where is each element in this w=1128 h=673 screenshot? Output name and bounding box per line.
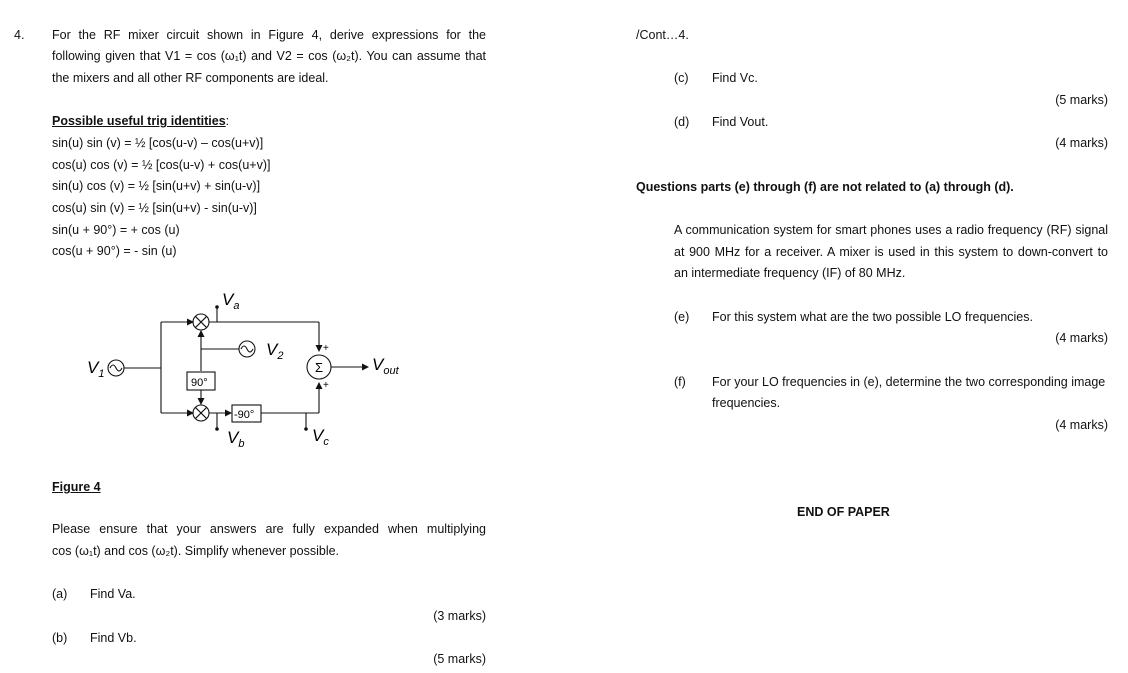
v2-label: $V_2$ — [266, 340, 284, 362]
v2-sine-icon — [241, 346, 253, 352]
part-a-marks: (3 marks) — [433, 609, 486, 623]
trig-heading — [52, 114, 229, 128]
summer-plus-top: + — [323, 343, 329, 354]
part-d-label: (d) — [674, 115, 690, 129]
part-a-label: (a) — [52, 587, 68, 601]
v1-sine-icon — [110, 365, 122, 371]
part-e-text: For this system what are the two possible LO frequencies. — [712, 310, 1033, 324]
trig-heading-colon: : — [225, 114, 230, 128]
part-d-text: Find Vout. — [712, 115, 769, 129]
rf-mixer-circuit-diagram — [70, 285, 430, 455]
part-f-label: (f) — [674, 375, 686, 389]
intro-line-2: following given that V1 = cos (ω₁t) and V2 = cos (ω₂t). You can assume that — [52, 49, 486, 63]
trig-heading-text: Possible useful trig identities — [52, 114, 226, 128]
v1-label: $V_1$ — [87, 358, 105, 380]
intro-line-3: the mixers and all other RF components are ideal. — [52, 71, 329, 85]
end-of-paper: END OF PAPER — [797, 505, 890, 519]
sum-symbol: Σ — [314, 360, 324, 375]
phase-90-label: 90° — [191, 377, 208, 389]
part-c-label: (c) — [674, 71, 689, 85]
part-c-marks: (5 marks) — [1055, 93, 1108, 107]
instructions-line-1: Please ensure that your answers are fully expanded when multiplying — [52, 522, 486, 536]
continuation-marker: /Cont…4. — [636, 28, 689, 42]
identity-5: sin(u + 90°) = + cos (u) — [52, 223, 180, 237]
scenario-line-2: at 900 MHz for a receiver. A mixer is used in this system to down-convert to — [674, 245, 1108, 259]
vb-label: $V_b$ — [227, 428, 245, 450]
scenario-line-3: an intermediate frequency (IF) of 80 MHz. — [674, 266, 906, 280]
part-c-text: Find Vc. — [712, 71, 758, 85]
vout-label: $V_{out}$ — [372, 355, 399, 377]
identity-1: sin(u) sin (v) = ½ [cos(u-v) – cos(u+v)] — [52, 136, 264, 150]
identity-6: cos(u + 90°) = - sin (u) — [52, 244, 177, 258]
part-f-marks: (4 marks) — [1055, 418, 1108, 432]
part-f-text-line-2: frequencies. — [712, 396, 781, 410]
part-a-text: Find Va. — [90, 587, 136, 601]
identity-2: cos(u) cos (v) = ½ [cos(u-v) + cos(u+v)] — [52, 158, 271, 172]
figure-caption: Figure 4 — [52, 480, 101, 494]
identity-4: cos(u) sin (v) = ½ [sin(u+v) - sin(u-v)] — [52, 201, 257, 215]
section-note: Questions parts (e) through (f) are not related to (a) through (d). — [636, 180, 1014, 194]
part-d-marks: (4 marks) — [1055, 136, 1108, 150]
question-number: 4. — [14, 28, 25, 42]
vc-label: $V_c$ — [312, 426, 329, 448]
part-b-label: (b) — [52, 631, 68, 645]
scenario-line-1: A communication system for smart phones uses a radio frequency (RF) signal — [674, 223, 1108, 237]
part-b-text: Find Vb. — [90, 631, 137, 645]
part-f-text-line-1: For your LO frequencies in (e), determine the two corresponding image — [712, 375, 1106, 389]
intro-line-1: For the RF mixer circuit shown in Figure 4, derive expressions for the — [52, 28, 486, 42]
va-label: $V_a$ — [222, 290, 240, 312]
identity-3: sin(u) cos (v) = ½ [sin(u+v) + sin(u-v)] — [52, 179, 261, 193]
phase-minus90-label: -90° — [234, 409, 255, 421]
part-b-marks: (5 marks) — [433, 652, 486, 666]
instructions-line-2: cos (ω₁t) and cos (ω₂t). Simplify whenever possible. — [52, 544, 340, 558]
part-e-marks: (4 marks) — [1055, 331, 1108, 345]
summer-plus-bottom: + — [323, 380, 329, 391]
part-e-label: (e) — [674, 310, 690, 324]
